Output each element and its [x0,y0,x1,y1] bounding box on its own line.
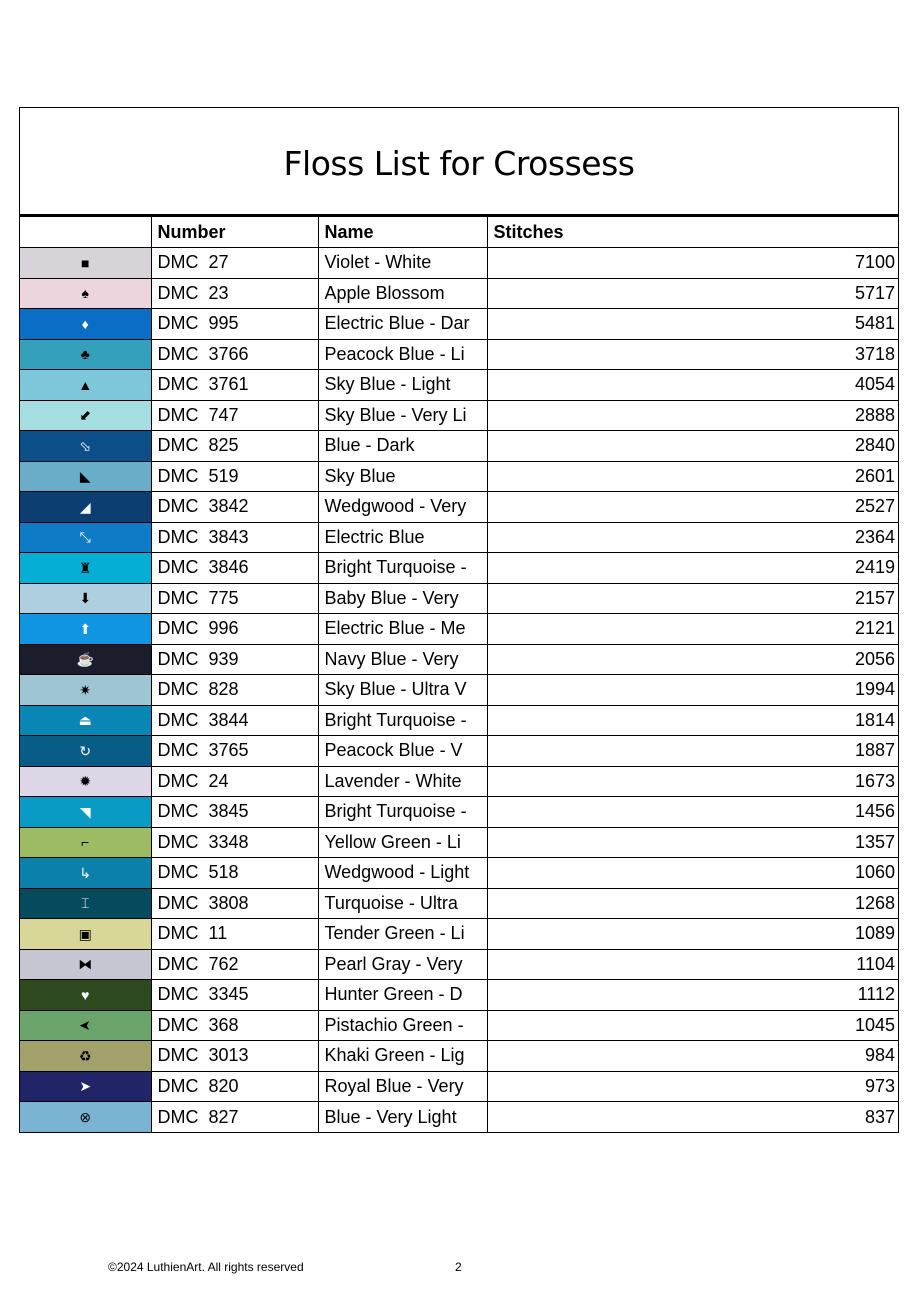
color-swatch [20,431,151,462]
color-swatch [20,461,151,492]
floss-brand: DMC [157,282,199,303]
color-swatch [20,888,151,919]
floss-number [151,858,318,889]
floss-number [151,949,318,980]
color-swatch [20,766,151,797]
floss-code: 820 [208,1075,239,1096]
floss-code: 996 [208,618,239,639]
floss-code: 23 [208,282,229,303]
floss-name: Bright Turquoise - [318,705,487,736]
floss-number [151,797,318,828]
floss-brand: DMC [157,1014,199,1035]
header-name: Name [318,217,487,248]
color-swatch [20,705,151,736]
color-swatch [20,309,151,340]
table-row [20,888,898,919]
floss-number [151,553,318,584]
floss-number [151,461,318,492]
floss-name: Peacock Blue - Li [318,339,487,370]
floss-name: Sky Blue - Light [318,370,487,401]
table-row [20,766,898,797]
floss-name: Blue - Dark [318,431,487,462]
table-row [20,614,898,645]
floss-number [151,522,318,553]
floss-name: Pistachio Green - [318,1010,487,1041]
color-swatch [20,553,151,584]
floss-brand: DMC [157,1106,199,1127]
floss-brand: DMC [157,801,199,822]
color-swatch [20,400,151,431]
floss-number [151,370,318,401]
table-row [20,309,898,340]
floss-number [151,827,318,858]
header-stitches: Stitches [487,217,898,248]
floss-code: 939 [208,648,239,669]
floss-number [151,492,318,523]
floss-name: Bright Turquoise - [318,797,487,828]
floss-code: 3846 [208,557,249,578]
floss-code: 368 [208,1014,239,1035]
floss-name: Lavender - White [318,766,487,797]
table-row [20,919,898,950]
symbol-icon: ▲ [78,376,93,393]
floss-name: Sky Blue - Very Li [318,400,487,431]
color-swatch [20,736,151,767]
floss-brand: DMC [157,465,199,486]
floss-name: Electric Blue - Me [318,614,487,645]
symbol-icon: ⬂ [79,437,92,454]
stitch-count: 5717 [487,278,898,309]
floss-name: Hunter Green - D [318,980,487,1011]
table-header-row [20,217,898,248]
floss-brand: DMC [157,892,199,913]
symbol-icon: ↻ [79,742,92,759]
symbol-icon: ♻ [78,1047,92,1064]
floss-number [151,431,318,462]
stitch-count: 1268 [487,888,898,919]
symbol-icon: ◣ [79,468,91,485]
floss-code: 3761 [208,374,249,395]
floss-name: Tender Green - Li [318,919,487,950]
color-swatch [20,1102,151,1133]
stitch-count: 1357 [487,827,898,858]
symbol-icon: ⬆ [79,620,92,637]
floss-name: Wedgwood - Light [318,858,487,889]
floss-brand: DMC [157,984,199,1005]
color-swatch [20,339,151,370]
floss-brand: DMC [157,740,199,761]
symbol-icon: ♥ [81,986,90,1003]
floss-list-table [19,107,899,1133]
table-row [20,492,898,523]
table-row [20,827,898,858]
stitch-count: 984 [487,1041,898,1072]
symbol-icon: ☕ [76,651,94,668]
table-row [20,248,898,279]
stitch-count: 2840 [487,431,898,462]
floss-brand: DMC [157,343,199,364]
stitch-count: 3718 [487,339,898,370]
table-row [20,583,898,614]
floss-code: 3013 [208,1045,249,1066]
floss-code: 3766 [208,343,249,364]
table-row [20,949,898,980]
floss-code: 3845 [208,801,249,822]
floss-code: 3345 [208,984,249,1005]
floss-code: 518 [208,862,239,883]
symbol-icon: ⧓ [78,956,93,973]
floss-name: Baby Blue - Very [318,583,487,614]
stitch-count: 1089 [487,919,898,950]
floss-name: Turquoise - Ultra [318,888,487,919]
table-row [20,644,898,675]
floss-brand: DMC [157,252,199,273]
floss-brand: DMC [157,618,199,639]
stitch-count: 2601 [487,461,898,492]
symbol-icon: ♣ [80,346,90,363]
stitch-count: 2364 [487,522,898,553]
table-row [20,675,898,706]
floss-code: 827 [208,1106,239,1127]
stitch-count: 1456 [487,797,898,828]
floss-number [151,614,318,645]
table-row [20,522,898,553]
table-row [20,461,898,492]
header-swatch [20,217,151,248]
floss-number [151,1071,318,1102]
floss-code: 3844 [208,709,249,730]
floss-number [151,675,318,706]
symbol-icon: ↳ [79,864,92,881]
symbol-icon: ⬋ [79,407,92,424]
floss-name: Electric Blue [318,522,487,553]
floss-brand: DMC [157,374,199,395]
floss-brand: DMC [157,557,199,578]
color-swatch [20,980,151,1011]
stitch-count: 5481 [487,309,898,340]
floss-number [151,248,318,279]
floss-number [151,766,318,797]
floss-code: 3842 [208,496,249,517]
table-row [20,339,898,370]
table-row [20,431,898,462]
table-row [20,553,898,584]
symbol-icon: ✹ [79,773,92,790]
table-row [20,370,898,401]
color-swatch [20,492,151,523]
floss-number [151,919,318,950]
stitch-count: 7100 [487,248,898,279]
floss-number [151,583,318,614]
floss-brand: DMC [157,526,199,547]
floss-code: 3843 [208,526,249,547]
color-swatch [20,522,151,553]
stitch-count: 2121 [487,614,898,645]
stitch-count: 1104 [487,949,898,980]
symbol-icon: ■ [81,254,90,271]
floss-brand: DMC [157,923,199,944]
floss-number [151,400,318,431]
floss-number [151,644,318,675]
table-row [20,1102,898,1133]
table-row [20,1010,898,1041]
color-swatch [20,1041,151,1072]
floss-name: Wedgwood - Very [318,492,487,523]
stitch-count: 2527 [487,492,898,523]
symbol-icon: ✷ [79,681,92,698]
symbol-icon: ➤ [79,1078,92,1095]
floss-name: Pearl Gray - Very [318,949,487,980]
floss-number [151,1102,318,1133]
floss-code: 995 [208,313,239,334]
color-swatch [20,949,151,980]
table-row [20,858,898,889]
color-swatch [20,248,151,279]
symbol-icon: ▣ [78,925,92,942]
color-swatch [20,858,151,889]
floss-brand: DMC [157,648,199,669]
table-row [20,278,898,309]
floss-number [151,888,318,919]
table-row [20,1071,898,1102]
stitch-count: 1112 [487,980,898,1011]
floss-number [151,278,318,309]
table-row [20,980,898,1011]
color-swatch [20,797,151,828]
floss-name: Yellow Green - Li [318,827,487,858]
floss-name: Sky Blue [318,461,487,492]
color-swatch [20,278,151,309]
symbol-icon: ◢ [79,498,91,515]
color-swatch [20,1071,151,1102]
stitch-count: 1994 [487,675,898,706]
floss-code: 27 [208,252,229,273]
table-body [20,248,898,1133]
floss-number [151,705,318,736]
floss-brand: DMC [157,709,199,730]
table-row [20,736,898,767]
floss-number [151,1041,318,1072]
color-swatch [20,827,151,858]
floss-brand: DMC [157,862,199,883]
symbol-icon: ➤ [79,1017,92,1034]
floss-brand: DMC [157,831,199,852]
color-swatch [20,919,151,950]
symbol-icon: ⌐ [81,834,90,851]
table-row [20,705,898,736]
stitch-count: 1045 [487,1010,898,1041]
symbol-icon: ♠ [81,285,89,302]
floss-name: Electric Blue - Dar [318,309,487,340]
floss-code: 775 [208,587,239,608]
floss-name: Bright Turquoise - [318,553,487,584]
symbol-icon: ◥ [79,803,91,820]
floss-brand: DMC [157,1045,199,1066]
floss-brand: DMC [157,435,199,456]
table-row [20,1041,898,1072]
symbol-icon: ⌶ [81,895,90,912]
floss-name: Apple Blossom [318,278,487,309]
table-row [20,797,898,828]
color-swatch [20,675,151,706]
floss-number [151,309,318,340]
color-swatch [20,614,151,645]
floss-name: Blue - Very Light [318,1102,487,1133]
floss-brand: DMC [157,1075,199,1096]
floss-brand: DMC [157,404,199,425]
symbol-icon: ⤡ [79,529,91,546]
symbol-icon: ♦ [81,315,89,332]
floss-code: 3765 [208,740,249,761]
color-swatch [20,644,151,675]
floss-brand: DMC [157,770,199,791]
stitch-count: 2056 [487,644,898,675]
floss-code: 24 [208,770,229,791]
floss-brand: DMC [157,496,199,517]
stitch-count: 973 [487,1071,898,1102]
title-box [20,108,898,217]
floss-name: Royal Blue - Very [318,1071,487,1102]
floss-brand: DMC [157,313,199,334]
stitch-count: 1673 [487,766,898,797]
floss-code: 762 [208,953,239,974]
floss-table [20,217,898,1132]
stitch-count: 1814 [487,705,898,736]
floss-code: 3348 [208,831,249,852]
symbol-icon: ⊗ [79,1109,92,1125]
stitch-count: 2888 [487,400,898,431]
floss-code: 747 [208,404,239,425]
symbol-icon: ♜ [78,559,92,576]
floss-brand: DMC [157,953,199,974]
floss-code: 828 [208,679,239,700]
floss-name: Sky Blue - Ultra V [318,675,487,706]
stitch-count: 1060 [487,858,898,889]
page-title: Floss List for Crossess [283,143,635,183]
table-row [20,400,898,431]
floss-code: 11 [208,923,228,944]
floss-number [151,980,318,1011]
stitch-count: 1887 [487,736,898,767]
floss-number [151,339,318,370]
floss-name: Peacock Blue - V [318,736,487,767]
floss-code: 3808 [208,892,249,913]
floss-brand: DMC [157,587,199,608]
stitch-count: 2419 [487,553,898,584]
floss-name: Violet - White [318,248,487,279]
footer-copyright: ©2024 LuthienArt. All rights reserved [108,1260,304,1274]
floss-number [151,736,318,767]
floss-brand: DMC [157,679,199,700]
color-swatch [20,370,151,401]
color-swatch [20,583,151,614]
floss-name: Navy Blue - Very [318,644,487,675]
floss-number [151,1010,318,1041]
stitch-count: 837 [864,1106,895,1127]
symbol-icon: ⬇ [79,590,92,607]
floss-code: 519 [208,465,239,486]
header-number: Number [151,217,318,248]
floss-code: 825 [208,435,239,456]
color-swatch [20,1010,151,1041]
floss-name: Khaki Green - Lig [318,1041,487,1072]
symbol-icon: ⏏ [78,712,92,729]
stitch-count: 4054 [487,370,898,401]
page-number: 2 [455,1260,462,1274]
stitch-count: 2157 [487,583,898,614]
